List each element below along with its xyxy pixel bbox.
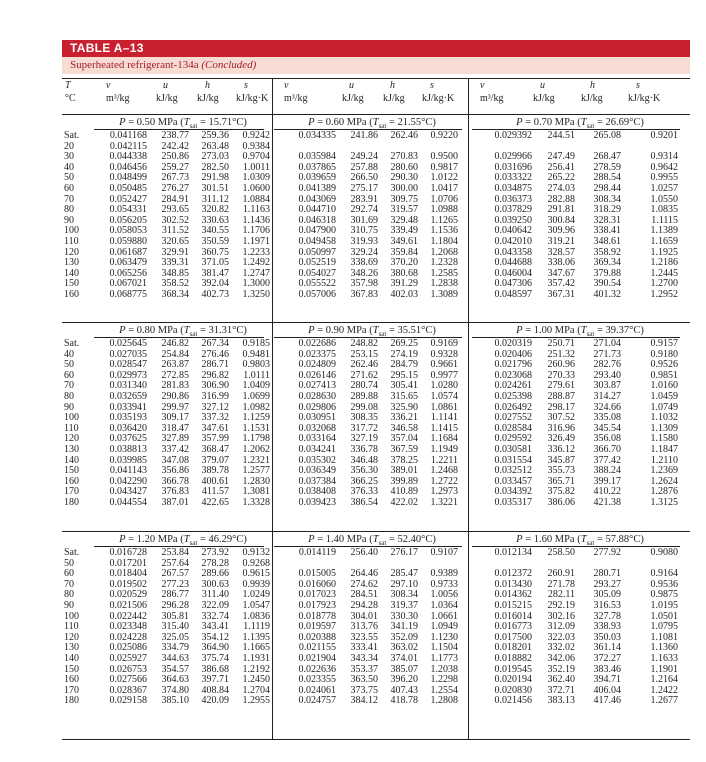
- header-u-unit: kJ/kg: [156, 93, 178, 104]
- band-separator: [62, 322, 690, 323]
- column-u: 250.71 251.32 260.96 270.33 279.61 288.87 298.17 307.52 316.96 326.49 336.12 345.87 355.73 365.71 375.82 386.06: [547, 338, 575, 508]
- header-s-unit: kJ/kg·K: [422, 93, 455, 104]
- column-v: 0.012134 0.012372 0.013430 0.014362 0.015215 0.016014 0.016773 0.017500 0.018201 0.018882 0.019545 0.020194 0.020830 0.021456: [494, 547, 532, 707]
- header-v-unit: m³/kg: [106, 93, 130, 104]
- header-u-unit: kJ/kg: [342, 93, 364, 104]
- band-separator: [62, 114, 690, 115]
- header-h: h: [390, 80, 395, 91]
- column-u: 244.51 247.49 256.41 265.22 274.03 282.88 291.81 300.84 309.96 319.21 328.57 338.06 347.67 357.42 367.31: [547, 130, 575, 300]
- group-divider: [272, 78, 273, 739]
- column-h: 265.08 268.47 278.59 288.54 298.44 308.34 318.29 328.31 338.41 348.61 358.92 369.34 379.88 390.54 401.32: [593, 130, 621, 300]
- header-h-unit: kJ/kg: [383, 93, 405, 104]
- header-s-unit: kJ/kg·K: [628, 93, 661, 104]
- header-u: u: [163, 80, 168, 91]
- header-T-unit: °C: [65, 93, 76, 104]
- header-h: h: [205, 80, 210, 91]
- column-h: 259.36 263.48 273.03 282.50 291.98 301.51 311.12 320.82 330.63 340.55 350.59 360.75 371.05 381.47 392.04 402.73: [201, 130, 229, 300]
- column-v: 0.025645 0.027035 0.028547 0.029973 0.031340 0.032659 0.033941 0.035193 0.036420 0.037625 0.038813 0.039985 0.041143 0.042290 0.043427 0.044554: [109, 338, 147, 508]
- column-s: 0.9201 0.9314 0.9642 0.9955 1.0257 1.0550 1.0835 1.1115 1.1389 1.1659 1.1925 1.2186 1.2445 1.2700 1.2952: [650, 130, 678, 300]
- column-s: 0.9169 0.9328 0.9661 0.9977 1.0280 1.0574 1.0861 1.1141 1.1415 1.1684 1.1949 1.2211 1.2468 1.2722 1.2973 1.3221: [430, 338, 458, 508]
- header-h-unit: kJ/kg: [581, 93, 603, 104]
- column-h: 262.46 270.83 280.60 290.30 300.00 309.75 319.57 329.48 339.49 349.61 359.84 370.20 380.68 391.29 402.03: [390, 130, 418, 300]
- column-v: 0.020319 0.020406 0.021796 0.023068 0.024261 0.025398 0.026492 0.027552 0.028584 0.029592 0.030581 0.031554 0.032512 0.033457 0.034392 0.035317: [494, 338, 532, 508]
- pressure-heading: P = 0.60 MPa $(T_{sat} = 21.55^\circ C)$: [308, 117, 436, 131]
- header-v: v: [480, 80, 485, 91]
- header-v: v: [284, 80, 289, 91]
- header-s-unit: kJ/kg·K: [236, 93, 269, 104]
- column-s: 0.9132 0.9268 0.9615 0.9939 1.0249 1.0547 1.0836 1.1119 1.1395 1.1665 1.1931 1.2192 1.2450 1.2704 1.2955: [242, 547, 270, 707]
- temperature-column: Sat. 20 30 40 50 60 70 80 90 100 110 120 130 140 150 160: [64, 130, 80, 300]
- column-u: 253.84 257.64 267.57 277.23 286.77 296.28 305.81 315.40 325.05 334.79 344.63 354.57 364.63 374.80 385.10: [161, 547, 189, 707]
- column-s: 0.9107 0.9389 0.9733 1.0056 1.0364 1.0661 1.0949 1.1230 1.1504 1.1773 1.2038 1.2298 1.2554 1.2808: [430, 547, 458, 707]
- pressure-heading: P = 0.70 MPa $(T_{sat} = 26.69^\circ C)$: [516, 117, 644, 131]
- column-u: 241.86 249.24 257.88 266.50 275.17 283.91 292.74 301.69 310.75 319.93 329.24 338.69 348.26 357.98 367.83: [350, 130, 378, 300]
- column-u: 256.40 264.46 274.62 284.51 294.28 304.01 313.76 323.55 333.41 343.34 353.37 363.50 373.75 384.12: [350, 547, 378, 707]
- column-u: 258.50 260.91 271.78 282.11 292.19 302.16 312.09 322.03 332.02 342.06 352.19 362.40 372.71 383.13: [547, 547, 575, 707]
- header-u: u: [540, 80, 545, 91]
- pressure-heading: P = 0.80 MPa $(T_{sat} = 31.31^\circ C)$: [119, 325, 247, 339]
- column-h: 269.25 274.19 284.79 295.15 305.41 315.65 325.90 336.21 346.58 357.04 367.59 378.25 389.01 399.89 410.89 422.02: [390, 338, 418, 508]
- column-v: 0.014119 0.015005 0.016060 0.017023 0.017923 0.018778 0.019597 0.020388 0.021155 0.021904 0.022636 0.023355 0.024061 0.024757: [298, 547, 336, 707]
- temperature-column: Sat. 50 60 70 80 90 100 110 120 130 140 150 160 170 180: [64, 547, 80, 707]
- header-h-unit: kJ/kg: [197, 93, 219, 104]
- subtitle-main: Superheated refrigerant-134a: [70, 59, 199, 71]
- column-h: 277.92 280.71 293.27 305.09 316.53 327.78 338.93 350.03 361.14 372.27 383.46 394.71 406.04 417.46: [593, 547, 621, 707]
- column-u: 246.82 254.84 263.87 272.85 281.83 290.86 299.97 309.17 318.47 327.89 337.42 347.08 356.86 366.78 376.83 387.01: [161, 338, 189, 508]
- pressure-heading: P = 0.50 MPa $(T_{sat} = 15.71^\circ C)$: [119, 117, 247, 131]
- header-s: s: [430, 80, 434, 91]
- header-v: v: [106, 80, 111, 91]
- column-s: 0.9242 0.9384 0.9704 1.0011 1.0309 1.0600 1.0884 1.1163 1.1436 1.1706 1.1971 1.2233 1.2492 1.2747 1.3000 1.3250: [242, 130, 270, 300]
- column-v: 0.041168 0.042115 0.044338 0.046456 0.048499 0.050485 0.052427 0.054331 0.056205 0.058053 0.059880 0.061687 0.063479 0.065256 0.067021 0.068775: [109, 130, 147, 300]
- header-v-unit: m³/kg: [284, 93, 308, 104]
- header-T: T: [65, 80, 71, 91]
- header-s: s: [244, 80, 248, 91]
- column-u: 238.77 242.42 250.86 259.27 267.73 276.27 284.91 293.65 302.52 311.52 320.65 329.91 339.31 348.85 358.52 368.34: [161, 130, 189, 300]
- pressure-heading: P = 1.60 MPa $(T_{sat} = 57.88^\circ C)$: [516, 534, 644, 548]
- pressure-heading: P = 0.90 MPa $(T_{sat} = 35.51^\circ C)$: [308, 325, 436, 339]
- header-u: u: [349, 80, 354, 91]
- group-divider: [468, 78, 469, 739]
- header-h: h: [590, 80, 595, 91]
- header-v-unit: m³/kg: [480, 93, 504, 104]
- column-h: 276.17 285.47 297.10 308.34 319.37 330.30 341.19 352.09 363.02 374.01 385.07 396.20 407.43 418.78: [390, 547, 418, 707]
- column-s: 0.9185 0.9481 0.9803 1.0111 1.0409 1.0699 1.0982 1.1259 1.1531 1.1798 1.2062 1.2321 1.2577 1.2830 1.3081 1.3328: [242, 338, 270, 508]
- table-title: TABLE A–13: [62, 40, 690, 57]
- pressure-heading: P = 1.20 MPa $(T_{sat} = 46.29^\circ C)$: [119, 534, 247, 548]
- column-s: 0.9220 0.9500 0.9817 1.0122 1.0417 1.0706 1.0988 1.1265 1.1536 1.1804 1.2068 1.2328 1.2585 1.2838 1.3089: [430, 130, 458, 300]
- band-separator: [62, 531, 690, 532]
- pressure-heading: P = 1.40 MPa $(T_{sat} = 52.40^\circ C)$: [308, 534, 436, 548]
- column-header-row: [62, 78, 690, 113]
- column-v: 0.034335 0.035984 0.037865 0.039659 0.041389 0.043069 0.044710 0.046318 0.047900 0.049458 0.050997 0.052519 0.054027 0.055522 0.057006: [298, 130, 336, 300]
- header-u-unit: kJ/kg: [533, 93, 555, 104]
- temperature-column: Sat. 40 50 60 70 80 90 100 110 120 130 140 150 160 170 180: [64, 338, 80, 508]
- column-v: 0.022686 0.023375 0.024809 0.026146 0.027413 0.028630 0.029806 0.030951 0.032068 0.033164 0.034241 0.035302 0.036349 0.037384 0.038408 0.039423: [298, 338, 336, 508]
- table-bottom-rule: [62, 739, 690, 740]
- column-u: 248.82 253.15 262.46 271.62 280.74 289.88 299.08 308.35 317.72 327.19 336.78 346.48 356.30 366.25 376.33 386.54: [350, 338, 378, 508]
- column-v: 0.016728 0.017201 0.018404 0.019502 0.020529 0.021506 0.022442 0.023348 0.024228 0.025086 0.025927 0.026753 0.027566 0.028367 0.029158: [109, 547, 147, 707]
- column-v: 0.029392 0.029966 0.031696 0.033322 0.034875 0.036373 0.037829 0.039250 0.040642 0.042010 0.043358 0.044688 0.046004 0.047306 0.048597: [494, 130, 532, 300]
- column-h: 271.04 271.73 282.76 293.40 303.87 314.27 324.66 335.08 345.54 356.08 366.70 377.42 388.24 399.17 410.22 421.38: [593, 338, 621, 508]
- column-h: 273.92 278.28 289.66 300.63 311.40 322.09 332.74 343.41 354.12 364.90 375.74 386.68 397.71 408.84 420.09: [201, 547, 229, 707]
- column-h: 267.34 276.46 286.71 296.82 306.90 316.99 327.12 337.32 347.61 357.99 368.47 379.07 389.78 400.61 411.57 422.65: [201, 338, 229, 508]
- column-s: 0.9080 0.9164 0.9536 0.9875 1.0195 1.0501 1.0795 1.1081 1.1360 1.1633 1.1901 1.2164 1.2422 1.2677: [650, 547, 678, 707]
- table-subtitle: [62, 57, 690, 74]
- header-s: s: [636, 80, 640, 91]
- subtitle-concluded: (Concluded): [201, 59, 257, 71]
- pressure-heading: P = 1.00 MPa $(T_{sat} = 39.37^\circ C)$: [516, 325, 644, 339]
- column-s: 0.9157 0.9180 0.9526 0.9851 1.0160 1.0459 1.0749 1.1032 1.1309 1.1580 1.1847 1.2110 1.2369 1.2624 1.2876 1.3125: [650, 338, 678, 508]
